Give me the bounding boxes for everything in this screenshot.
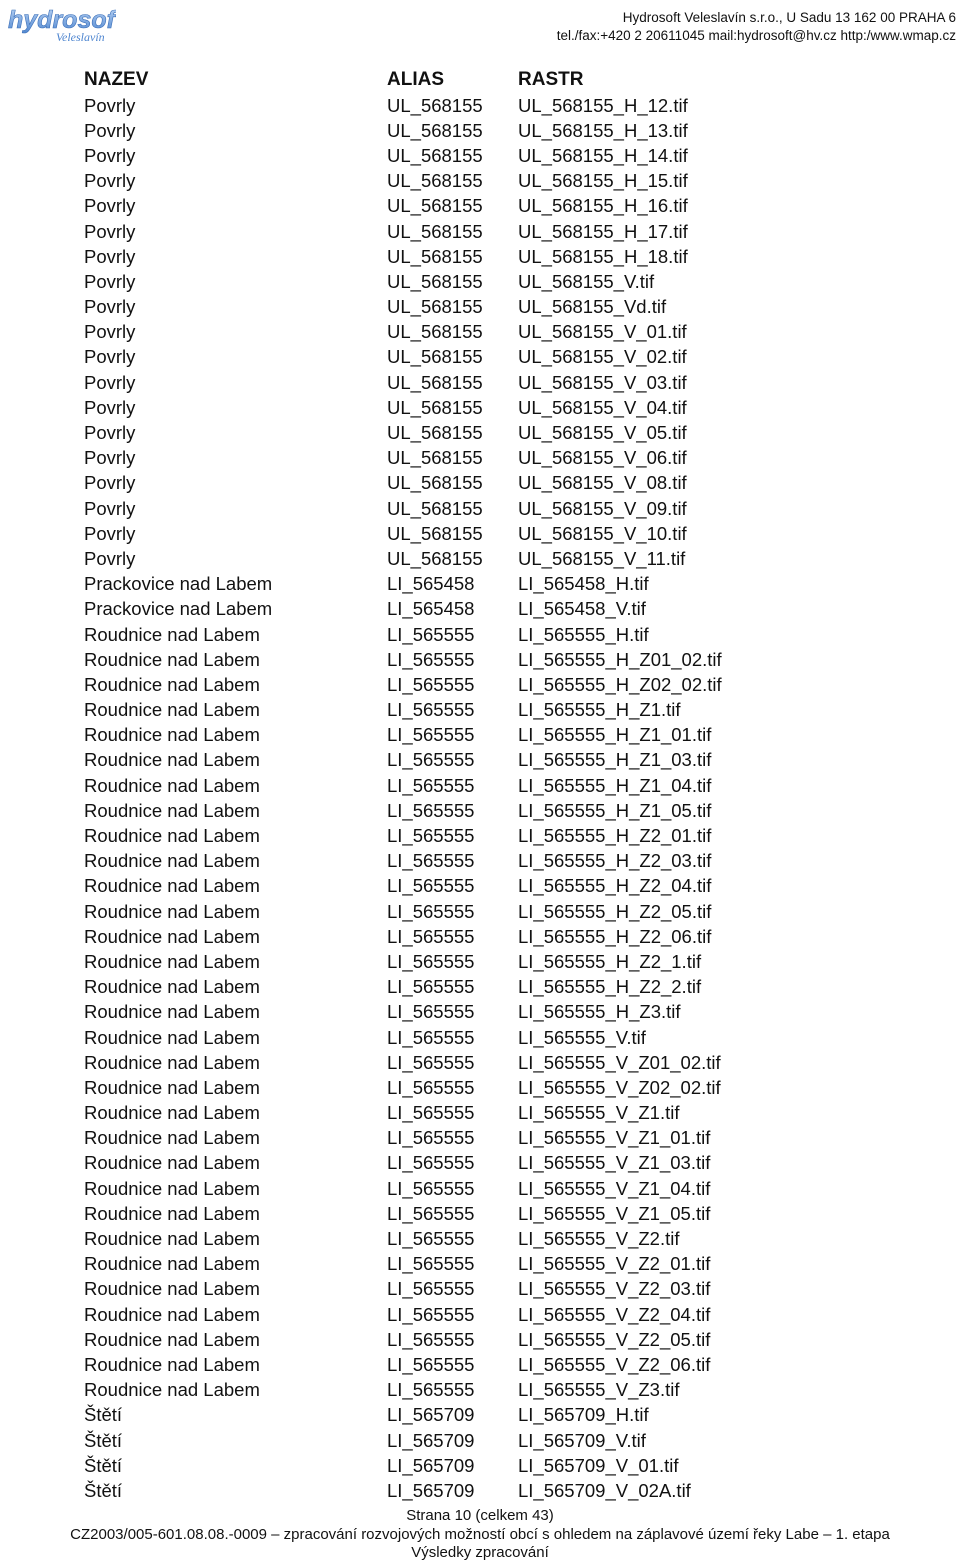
table-row <box>84 1126 944 1151</box>
table-row <box>84 823 944 848</box>
cell-rastr: UL_568155_V_05.tif <box>518 422 687 444</box>
table-row <box>84 874 944 899</box>
cell-nazev: Roudnice nad Labem <box>84 1328 260 1350</box>
table-row <box>84 420 944 445</box>
cell-alias: LI_565555 <box>387 749 475 771</box>
cell-rastr: LI_565555_V_Z1_04.tif <box>518 1177 711 1199</box>
cell-alias: LI_565555 <box>387 774 475 796</box>
cell-nazev: Roudnice nad Labem <box>84 1076 260 1098</box>
table-row <box>84 194 944 219</box>
cell-rastr: LI_565555_V_Z2.tif <box>518 1228 680 1250</box>
column-header-nazev: NAZEV <box>84 69 149 90</box>
cell-alias: LI_565555 <box>387 925 475 947</box>
cell-rastr: LI_565555_V_Z2_05.tif <box>518 1328 711 1350</box>
cell-alias: LI_565555 <box>387 1303 475 1325</box>
table-row <box>84 1101 944 1126</box>
cell-alias: LI_565555 <box>387 1253 475 1275</box>
cell-rastr: UL_568155_V_09.tif <box>518 497 687 519</box>
company-info <box>557 9 956 45</box>
cell-alias: LI_565555 <box>387 950 475 972</box>
table-row <box>84 1352 944 1377</box>
cell-nazev: Roudnice nad Labem <box>84 648 260 670</box>
table-row <box>84 723 944 748</box>
cell-nazev: Roudnice nad Labem <box>84 875 260 897</box>
cell-rastr: UL_568155_H_18.tif <box>518 245 688 267</box>
table-row <box>84 320 944 345</box>
cell-rastr: LI_565555_H_Z2_03.tif <box>518 850 712 872</box>
table-row <box>84 521 944 546</box>
cell-alias: LI_565555 <box>387 1379 475 1401</box>
cell-alias: LI_565555 <box>387 850 475 872</box>
cell-nazev: Roudnice nad Labem <box>84 699 260 721</box>
table-row <box>84 622 944 647</box>
cell-alias: UL_568155 <box>387 371 483 393</box>
cell-alias: UL_568155 <box>387 170 483 192</box>
cell-nazev: Roudnice nad Labem <box>84 825 260 847</box>
cell-rastr: LI_565709_V.tif <box>518 1429 646 1451</box>
cell-alias: UL_568155 <box>387 220 483 242</box>
cell-nazev: Roudnice nad Labem <box>84 1102 260 1124</box>
cell-rastr: LI_565709_V_01.tif <box>518 1454 679 1476</box>
cell-nazev: Roudnice nad Labem <box>84 1127 260 1149</box>
cell-rastr: LI_565555_H_Z2_2.tif <box>518 976 702 998</box>
cell-alias: LI_565555 <box>387 1152 475 1174</box>
cell-alias: LI_565555 <box>387 799 475 821</box>
table-row <box>84 1000 944 1025</box>
company-contact: tel./fax:+420 2 20611045 mail:hydrosoft@hv.cz http:/www.wmap.cz <box>556 28 956 43</box>
cell-alias: UL_568155 <box>387 547 483 569</box>
cell-nazev: Povrly <box>84 371 136 393</box>
cell-alias: LI_565555 <box>387 976 475 998</box>
table-row <box>84 93 944 118</box>
cell-nazev: Roudnice nad Labem <box>84 976 260 998</box>
cell-nazev: Roudnice nad Labem <box>84 1253 260 1275</box>
cell-nazev: Povrly <box>84 497 136 519</box>
cell-alias: LI_565555 <box>387 1051 475 1073</box>
table-row <box>84 546 944 571</box>
table-row <box>84 269 944 294</box>
cell-rastr: LI_565555_H_Z1.tif <box>518 699 681 721</box>
table-row <box>84 1176 944 1201</box>
cell-rastr: LI_565555_H_Z01_02.tif <box>518 648 722 670</box>
cell-alias: LI_565458 <box>387 598 475 620</box>
cell-rastr: UL_568155_Vd.tif <box>518 296 667 318</box>
table-row <box>84 975 944 1000</box>
cell-rastr: LI_565555_H.tif <box>518 623 649 645</box>
cell-alias: UL_568155 <box>387 472 483 494</box>
table-row <box>84 1478 944 1503</box>
cell-rastr: LI_565555_V_Z2_01.tif <box>518 1253 711 1275</box>
cell-alias: LI_565555 <box>387 1127 475 1149</box>
table-row <box>84 345 944 370</box>
cell-alias: LI_565555 <box>387 1076 475 1098</box>
section-title: Výsledky zpracování <box>411 1544 549 1561</box>
cell-nazev: Povrly <box>84 270 136 292</box>
cell-alias: LI_565555 <box>387 1353 475 1375</box>
cell-nazev: Povrly <box>84 220 136 242</box>
cell-alias: UL_568155 <box>387 447 483 469</box>
table-row <box>84 1151 944 1176</box>
cell-nazev: Roudnice nad Labem <box>84 623 260 645</box>
table-row <box>84 1226 944 1251</box>
cell-alias: UL_568155 <box>387 94 483 116</box>
cell-alias: UL_568155 <box>387 321 483 343</box>
cell-rastr: LI_565555_V_Z1_03.tif <box>518 1152 711 1174</box>
cell-nazev: Roudnice nad Labem <box>84 799 260 821</box>
cell-nazev: Roudnice nad Labem <box>84 1379 260 1401</box>
cell-nazev: Štětí <box>84 1404 123 1426</box>
table-row <box>84 370 944 395</box>
cell-rastr: LI_565555_V.tif <box>518 1026 646 1048</box>
table-row <box>84 1327 944 1352</box>
cell-alias: UL_568155 <box>387 346 483 368</box>
cell-nazev: Roudnice nad Labem <box>84 673 260 695</box>
cell-rastr: LI_565555_V_Z02_02.tif <box>518 1076 721 1098</box>
cell-nazev: Povrly <box>84 94 136 116</box>
cell-nazev: Roudnice nad Labem <box>84 774 260 796</box>
cell-alias: UL_568155 <box>387 296 483 318</box>
table-row <box>84 949 944 974</box>
cell-nazev: Roudnice nad Labem <box>84 1278 260 1300</box>
cell-nazev: Roudnice nad Labem <box>84 1026 260 1048</box>
cell-rastr: UL_568155_V_01.tif <box>518 321 687 343</box>
cell-alias: LI_565555 <box>387 724 475 746</box>
cell-nazev: Prackovice nad Labem <box>84 598 273 620</box>
table-row <box>84 672 944 697</box>
cell-nazev: Roudnice nad Labem <box>84 1202 260 1224</box>
cell-nazev: Povrly <box>84 447 136 469</box>
table-row <box>84 647 944 672</box>
table-row <box>84 446 944 471</box>
table-row <box>84 924 944 949</box>
cell-alias: LI_565458 <box>387 573 475 595</box>
table-row <box>84 698 944 723</box>
cell-nazev: Povrly <box>84 195 136 217</box>
table-row <box>84 1403 944 1428</box>
cell-alias: UL_568155 <box>387 245 483 267</box>
cell-alias: LI_565555 <box>387 699 475 721</box>
cell-alias: UL_568155 <box>387 119 483 141</box>
cell-nazev: Štětí <box>84 1454 123 1476</box>
table-row <box>84 798 944 823</box>
table-row <box>84 219 944 244</box>
cell-nazev: Roudnice nad Labem <box>84 1152 260 1174</box>
cell-nazev: Štětí <box>84 1479 123 1501</box>
cell-rastr: LI_565458_V.tif <box>518 598 646 620</box>
cell-rastr: LI_565555_H_Z2_01.tif <box>518 825 712 847</box>
cell-rastr: LI_565555_H_Z2_05.tif <box>518 900 712 922</box>
column-header-alias: ALIAS <box>387 69 444 90</box>
cell-rastr: LI_565555_H_Z2_04.tif <box>518 875 712 897</box>
table-row <box>84 1302 944 1327</box>
company-logo <box>6 4 116 44</box>
table-row <box>84 597 944 622</box>
cell-rastr: UL_568155_V.tif <box>518 270 655 292</box>
cell-rastr: UL_568155_V_02.tif <box>518 346 687 368</box>
cell-rastr: LI_565709_V_02A.tif <box>518 1479 691 1501</box>
cell-rastr: LI_565555_V_Z1.tif <box>518 1102 680 1124</box>
cell-alias: LI_565555 <box>387 1228 475 1250</box>
table-row <box>84 1201 944 1226</box>
table-row <box>84 1378 944 1403</box>
table-header-row <box>84 67 944 93</box>
cell-nazev: Roudnice nad Labem <box>84 950 260 972</box>
cell-nazev: Povrly <box>84 346 136 368</box>
cell-alias: LI_565555 <box>387 623 475 645</box>
cell-rastr: UL_568155_H_16.tif <box>518 195 688 217</box>
table-row <box>84 1252 944 1277</box>
cell-nazev: Povrly <box>84 170 136 192</box>
column-header-rastr: RASTR <box>518 69 584 90</box>
table-row <box>84 1277 944 1302</box>
table-row <box>84 471 944 496</box>
cell-nazev: Povrly <box>84 144 136 166</box>
cell-alias: LI_565709 <box>387 1454 475 1476</box>
cell-alias: LI_565555 <box>387 1026 475 1048</box>
cell-rastr: UL_568155_H_13.tif <box>518 119 688 141</box>
cell-nazev: Roudnice nad Labem <box>84 1001 260 1023</box>
cell-nazev: Roudnice nad Labem <box>84 724 260 746</box>
cell-alias: LI_565709 <box>387 1429 475 1451</box>
cell-nazev: Roudnice nad Labem <box>84 1051 260 1073</box>
cell-alias: UL_568155 <box>387 144 483 166</box>
raster-table <box>84 67 944 1504</box>
cell-alias: LI_565709 <box>387 1404 475 1426</box>
cell-rastr: LI_565555_H_Z1_05.tif <box>518 799 712 821</box>
cell-nazev: Roudnice nad Labem <box>84 850 260 872</box>
table-row <box>84 849 944 874</box>
cell-nazev: Povrly <box>84 296 136 318</box>
table-row <box>84 1075 944 1100</box>
cell-nazev: Prackovice nad Labem <box>84 573 273 595</box>
cell-rastr: UL_568155_H_17.tif <box>518 220 688 242</box>
cell-nazev: Roudnice nad Labem <box>84 749 260 771</box>
table-row <box>84 572 944 597</box>
cell-alias: LI_565555 <box>387 900 475 922</box>
cell-alias: LI_565555 <box>387 1001 475 1023</box>
cell-rastr: UL_568155_V_11.tif <box>518 547 686 569</box>
cell-alias: LI_565555 <box>387 1328 475 1350</box>
cell-nazev: Roudnice nad Labem <box>84 900 260 922</box>
cell-nazev: Povrly <box>84 522 136 544</box>
cell-rastr: LI_565555_V_Z2_06.tif <box>518 1353 711 1375</box>
cell-alias: UL_568155 <box>387 422 483 444</box>
cell-rastr: UL_568155_H_14.tif <box>518 144 688 166</box>
cell-nazev: Povrly <box>84 321 136 343</box>
cell-rastr: LI_565555_V_Z1_05.tif <box>518 1202 711 1224</box>
cell-rastr: LI_565555_H_Z1_04.tif <box>518 774 712 796</box>
svg-text:Veleslavín: Veleslavín <box>56 30 105 44</box>
cell-nazev: Roudnice nad Labem <box>84 1353 260 1375</box>
table-row <box>84 496 944 521</box>
cell-nazev: Povrly <box>84 245 136 267</box>
cell-rastr: LI_565555_H_Z2_06.tif <box>518 925 712 947</box>
cell-alias: LI_565555 <box>387 673 475 695</box>
cell-rastr: LI_565555_V_Z1_01.tif <box>518 1127 711 1149</box>
table-row <box>84 1025 944 1050</box>
cell-rastr: LI_565555_H_Z3.tif <box>518 1001 681 1023</box>
table-row <box>84 295 944 320</box>
table-row <box>84 118 944 143</box>
cell-rastr: UL_568155_V_10.tif <box>518 522 687 544</box>
cell-nazev: Roudnice nad Labem <box>84 1177 260 1199</box>
cell-alias: UL_568155 <box>387 497 483 519</box>
cell-alias: LI_565555 <box>387 875 475 897</box>
cell-rastr: UL_568155_H_12.tif <box>518 94 688 116</box>
table-row <box>84 1428 944 1453</box>
cell-nazev: Povrly <box>84 472 136 494</box>
table-row <box>84 1453 944 1478</box>
table-row <box>84 395 944 420</box>
cell-rastr: LI_565458_H.tif <box>518 573 649 595</box>
cell-rastr: LI_565555_H_Z1_01.tif <box>518 724 712 746</box>
cell-alias: LI_565555 <box>387 1102 475 1124</box>
cell-alias: LI_565709 <box>387 1479 475 1501</box>
company-address: Hydrosoft Veleslavín s.r.o., U Sadu 13 162 00 PRAHA 6 <box>622 10 956 25</box>
cell-rastr: LI_565555_V_Z2_04.tif <box>518 1303 711 1325</box>
table-row <box>84 244 944 269</box>
table-row <box>84 748 944 773</box>
cell-rastr: UL_568155_V_03.tif <box>518 371 687 393</box>
hydrosoft-logo-icon <box>6 4 116 44</box>
table-row <box>84 143 944 168</box>
table-row <box>84 169 944 194</box>
cell-rastr: UL_568155_V_06.tif <box>518 447 687 469</box>
cell-nazev: Povrly <box>84 422 136 444</box>
cell-nazev: Povrly <box>84 547 136 569</box>
project-reference: CZ2003/005-601.08.08.-0009 – zpracování rozvojových možností obcí s ohledem na záplavové území řeky Labe – 1. etapa <box>70 1526 890 1543</box>
cell-nazev: Roudnice nad Labem <box>84 1228 260 1250</box>
cell-alias: UL_568155 <box>387 270 483 292</box>
table-row <box>84 1050 944 1075</box>
cell-alias: LI_565555 <box>387 648 475 670</box>
cell-rastr: LI_565555_V_Z01_02.tif <box>518 1051 721 1073</box>
cell-nazev: Povrly <box>84 396 136 418</box>
cell-rastr: LI_565555_H_Z1_03.tif <box>518 749 712 771</box>
cell-alias: UL_568155 <box>387 396 483 418</box>
cell-alias: LI_565555 <box>387 825 475 847</box>
cell-rastr: UL_568155_V_08.tif <box>518 472 687 494</box>
table-row <box>84 899 944 924</box>
page-number: Strana 10 (celkem 43) <box>406 1507 554 1524</box>
table-row <box>84 773 944 798</box>
cell-alias: LI_565555 <box>387 1278 475 1300</box>
cell-rastr: UL_568155_H_15.tif <box>518 170 688 192</box>
svg-text:hydrosoft: hydrosoft <box>8 6 116 34</box>
cell-rastr: LI_565555_V_Z3.tif <box>518 1379 680 1401</box>
cell-rastr: LI_565555_V_Z2_03.tif <box>518 1278 711 1300</box>
cell-alias: UL_568155 <box>387 522 483 544</box>
cell-alias: UL_568155 <box>387 195 483 217</box>
cell-nazev: Štětí <box>84 1429 123 1451</box>
cell-rastr: LI_565709_H.tif <box>518 1404 649 1426</box>
cell-rastr: UL_568155_V_04.tif <box>518 396 687 418</box>
cell-alias: LI_565555 <box>387 1177 475 1199</box>
cell-rastr: LI_565555_H_Z2_1.tif <box>518 950 702 972</box>
cell-alias: LI_565555 <box>387 1202 475 1224</box>
cell-nazev: Roudnice nad Labem <box>84 1303 260 1325</box>
cell-rastr: LI_565555_H_Z02_02.tif <box>518 673 722 695</box>
cell-nazev: Roudnice nad Labem <box>84 925 260 947</box>
cell-nazev: Povrly <box>84 119 136 141</box>
